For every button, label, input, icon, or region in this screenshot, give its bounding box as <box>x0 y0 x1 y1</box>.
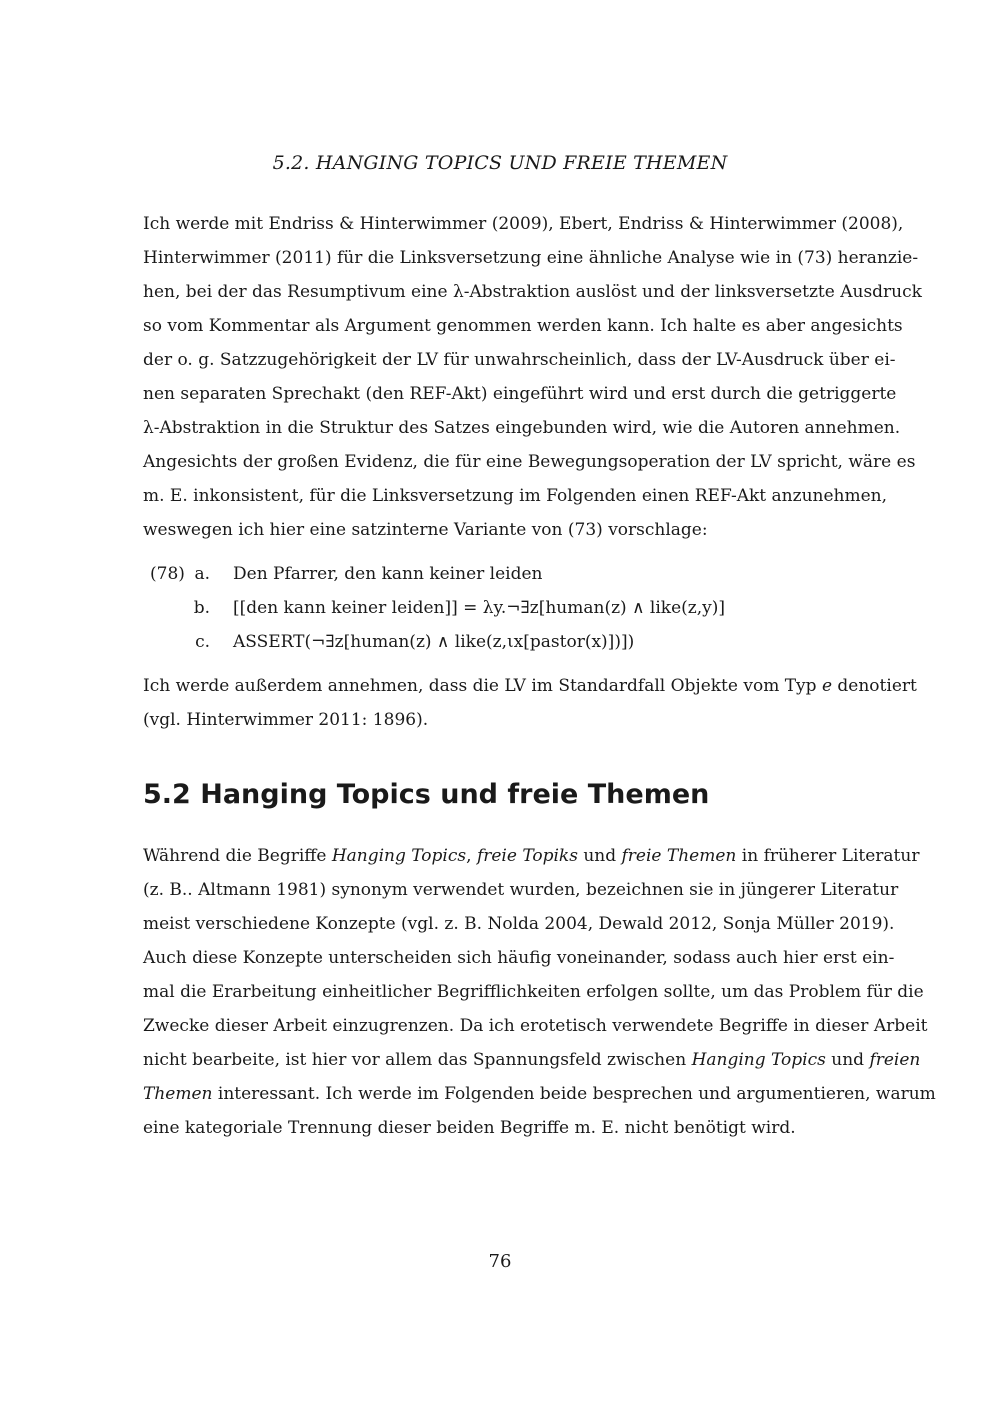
example-letter: c. <box>195 632 210 652</box>
text-line: (vgl. Hinterwimmer 2011: 1896). <box>143 710 429 730</box>
example-letter: b. <box>193 598 210 618</box>
running-head: 5.2. HANGING TOPICS UND FREIE THEMEN <box>272 152 728 174</box>
text-line: der o. g. Satzzugehörigkeit der LV für unwahrscheinlich, dass der LV-Ausdruck über ei- <box>143 350 896 370</box>
text-line: meist verschiedene Konzepte (vgl. z. B. Nolda 2004, Dewald 2012, Sonja Müller 2019). <box>143 914 895 934</box>
text-line: hen, bei der das Resumptivum eine λ-Abstraktion auslöst und der linksversetzte Ausdruck <box>143 282 922 302</box>
text-line: λ-Abstraktion in die Struktur des Satzes eingebunden wird, wie die Autoren annehmen. <box>143 418 901 438</box>
text-run: in früherer Literatur <box>736 846 920 866</box>
text-line: eine kategoriale Trennung dieser beiden Begriffe m. E. nicht benötigt wird. <box>143 1118 796 1138</box>
text-run: denotiert <box>832 676 917 696</box>
text-run-italic: freie Themen <box>621 846 737 866</box>
text-line: Angesichts der großen Evidenz, die für eine Bewegungsoperation der LV spricht, wäre es <box>143 452 916 472</box>
text-run: und <box>825 1050 870 1070</box>
text-run: und <box>577 846 622 866</box>
example-letter: a. <box>194 564 210 584</box>
text-line: Ich werde mit Endriss & Hinterwimmer (2009), Ebert, Endriss & Hinterwimmer (2008), <box>143 214 904 234</box>
example-text: Den Pfarrer, den kann keiner leiden <box>233 564 543 584</box>
text-run: , <box>466 846 477 866</box>
text-line: Hinterwimmer (2011) für die Linksversetzung eine ähnliche Analyse wie in (73) heranzie- <box>143 248 919 268</box>
section-heading: 5.2 Hanging Topics und freie Themen <box>143 779 710 810</box>
paragraph-assumption <box>143 669 917 737</box>
page-number: 76 <box>488 1251 512 1272</box>
text-run-italic: Hanging Topics <box>691 1050 826 1070</box>
text-run: nicht bearbeite, ist hier vor allem das Spannungsfeld zwischen <box>143 1050 692 1070</box>
text-line: (z. B.. Altmann 1981) synonym verwendet wurden, bezeichnen sie in jüngerer Literatur <box>143 880 899 900</box>
text-line: Zwecke dieser Arbeit einzugrenzen. Da ich erotetisch verwendete Begriffe in dieser Arbeit <box>143 1016 928 1036</box>
example-text: [[den kann keiner leiden]] = λy.¬∃z[human(z) ∧ like(z,y)] <box>233 598 726 618</box>
text-line: nen separaten Sprechakt (den REF-Akt) eingeführt wird und erst durch die getriggerte <box>143 384 897 404</box>
text-run-italic: e <box>821 676 833 696</box>
example-text: ASSERT(¬∃z[human(z) ∧ like(z,ιx[pastor(x)])]) <box>233 632 635 652</box>
text-line <box>143 669 917 703</box>
paragraph-section-body <box>143 839 936 1145</box>
text-run-italic: freien <box>869 1050 921 1070</box>
text-line: mal die Erarbeitung einheitlicher Begrifflichkeiten erfolgen sollte, um das Problem für die <box>143 982 924 1002</box>
text-line <box>143 1077 936 1111</box>
text-run: Ich werde außerdem annehmen, dass die LV im Standardfall Objekte vom Typ <box>143 676 822 696</box>
text-line <box>143 1043 921 1077</box>
text-run: Während die Begriffe <box>143 846 332 866</box>
example-number: (78) <box>150 564 185 584</box>
text-line <box>143 839 920 873</box>
text-line: m. E. inkonsistent, für die Linksversetzung im Folgenden einen REF-Akt anzunehmen, <box>143 486 888 506</box>
text-run: interessant. Ich werde im Folgenden beide besprechen und argumentieren, warum <box>212 1084 936 1104</box>
paragraph-intro <box>143 207 922 547</box>
text-line: weswegen ich hier eine satzinterne Variante von (73) vorschlage: <box>143 520 708 540</box>
text-run-italic: freie Topiks <box>476 846 578 866</box>
text-run-italic: Hanging Topics <box>331 846 467 866</box>
text-line: Auch diese Konzepte unterscheiden sich häufig voneinander, sodass auch hier erst ein- <box>143 948 895 968</box>
text-line: so vom Kommentar als Argument genommen werden kann. Ich halte es aber angesichts <box>143 316 903 336</box>
text-run-italic: Themen <box>143 1084 213 1104</box>
